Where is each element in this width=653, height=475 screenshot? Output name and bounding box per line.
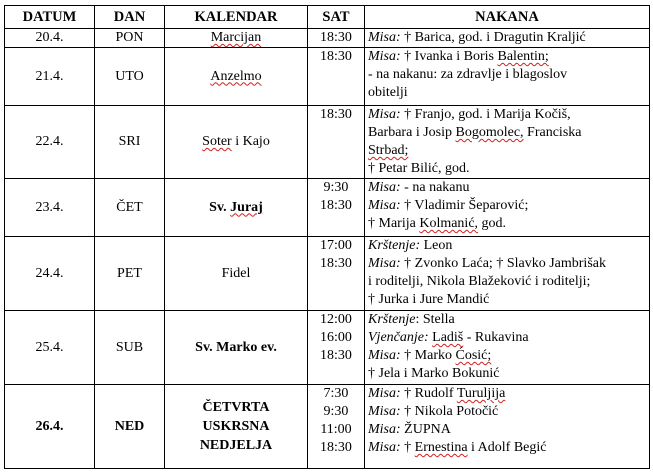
cell-dan: PET <box>95 237 165 311</box>
cell-datum: 24.4. <box>5 237 95 311</box>
intention-line: Misa: † Rudolf Turuljija <box>368 386 506 401</box>
intention-line: Misa: † Franjo, god. i Marija Kočiš, <box>368 107 571 122</box>
intention-line: Barbara i Josip Bogomolec, Franciska <box>368 125 582 140</box>
intention-line: Misa: † Ernestina i Adolf Begić <box>368 440 547 455</box>
time-entry: 9:30 <box>323 404 349 419</box>
table-row <box>5 106 650 179</box>
cell-kalendar <box>165 179 308 237</box>
cell-datum: 23.4. <box>5 179 95 237</box>
cell-sat <box>308 237 365 311</box>
intention-line: Misa: † Barica, god. i Dragutin Kraljić <box>368 30 586 45</box>
kalendar-line: Soter i Kajo <box>202 134 270 149</box>
header-row <box>5 6 650 29</box>
cell-datum: 25.4. <box>5 311 95 385</box>
cell-dan: UTO <box>95 48 165 106</box>
intention-label: Misa: <box>368 440 401 455</box>
kalendar-line: ČETVRTA <box>202 400 270 415</box>
kalendar-line: Anzelmo <box>210 68 262 84</box>
intention-label: Misa: <box>368 30 401 45</box>
kalendar-line: Sv. Juraj <box>209 199 263 215</box>
intention-line: † Jela i Marko Bokunić <box>368 366 500 381</box>
intention-label: Vjenčanje: <box>368 330 429 345</box>
cell-datum: 26.4. <box>5 385 95 469</box>
time-entry: 17:00 <box>320 238 352 253</box>
header-sat: SAT <box>308 6 365 29</box>
intention-label: Misa: <box>368 386 401 401</box>
intention-line: Misa: † Ivanka i Boris Balentin; <box>368 49 549 64</box>
header-datum: DATUM <box>5 6 95 29</box>
cell-dan: SUB <box>95 311 165 385</box>
intention-line: i roditelji, Nikola Blažeković i roditelji; <box>368 274 591 289</box>
intention-line: Krštenje: Stella <box>368 312 455 327</box>
intention-line: Misa: ŽUPNA <box>368 422 451 437</box>
intention-label: Misa: <box>368 348 401 363</box>
cell-nakana <box>365 237 650 311</box>
cell-datum: 22.4. <box>5 106 95 179</box>
kalendar-line: Sv. Marko ev. <box>195 339 277 355</box>
schedule-body <box>5 29 650 469</box>
cell-sat <box>308 48 365 106</box>
cell-dan: ČET <box>95 179 165 237</box>
kalendar-line: NEDJELJA <box>199 438 273 453</box>
cell-sat <box>308 179 365 237</box>
time-entry: 9:30 <box>323 180 349 195</box>
intention-label: Krštenje: <box>368 238 421 253</box>
cell-kalendar <box>165 106 308 179</box>
intention-line: Misa: † Nikola Potočić <box>368 404 499 419</box>
kalendar-line: USKRSNA <box>202 419 270 434</box>
intention-label: Misa: <box>368 198 401 213</box>
cell-kalendar <box>165 311 308 385</box>
intention-line: Misa: † Marko Ćosić; <box>368 348 492 363</box>
intention-label: Misa: <box>368 256 401 271</box>
time-entry: 18:30 <box>320 198 352 213</box>
intention-line: Strbad; <box>368 143 409 158</box>
time-entry: 18:30 <box>320 107 352 122</box>
table-row <box>5 385 650 469</box>
cell-sat <box>308 29 365 48</box>
cell-nakana <box>365 48 650 106</box>
header-kalendar: KALENDAR <box>165 6 308 29</box>
cell-dan: SRI <box>95 106 165 179</box>
intention-label: Krštenje <box>368 312 416 327</box>
time-entry: 18:30 <box>320 348 352 363</box>
cell-nakana <box>365 311 650 385</box>
intention-line: obitelji <box>368 85 408 100</box>
time-entry: 7:30 <box>323 386 349 401</box>
cell-nakana <box>365 106 650 179</box>
mass-schedule-table <box>4 5 650 469</box>
cell-nakana <box>365 385 650 469</box>
cell-datum: 20.4. <box>5 29 95 48</box>
header-dan: DAN <box>95 6 165 29</box>
table-row <box>5 237 650 311</box>
intention-label: Misa: <box>368 107 401 122</box>
kalendar-line: Fidel <box>221 265 251 281</box>
intention-line: Misa: † Vladimir Šeparović; <box>368 198 529 213</box>
time-entry: 12:00 <box>320 312 352 327</box>
cell-dan: NED <box>95 385 165 469</box>
time-entry: 16:00 <box>320 330 352 345</box>
intention-label: Misa: <box>368 422 401 437</box>
cell-datum: 21.4. <box>5 48 95 106</box>
time-entry: 18:30 <box>320 256 352 271</box>
cell-kalendar <box>165 29 308 48</box>
cell-kalendar <box>165 237 308 311</box>
intention-line: Krštenje: Leon <box>368 238 453 253</box>
header-nakana: NAKANA <box>365 6 650 29</box>
time-entry: 18:30 <box>320 49 352 64</box>
intention-line: † Jurka i Jure Mandić <box>368 292 490 307</box>
time-entry: 18:30 <box>320 30 352 45</box>
intention-label: Misa: <box>368 180 401 195</box>
cell-dan: PON <box>95 29 165 48</box>
cell-sat <box>308 106 365 179</box>
intention-line: Misa: † Zvonko Laća; † Slavko Jambrišak <box>368 256 606 271</box>
cell-nakana <box>365 29 650 48</box>
table-row <box>5 48 650 106</box>
intention-line: Vjenčanje: Ladiš - Rukavina <box>368 330 529 345</box>
cell-kalendar <box>165 48 308 106</box>
cell-sat <box>308 311 365 385</box>
intention-label: Misa: <box>368 404 401 419</box>
cell-sat <box>308 385 365 469</box>
table-row <box>5 311 650 385</box>
time-entry: 18:30 <box>320 440 352 455</box>
cell-nakana <box>365 179 650 237</box>
intention-line: - na nakanu: za zdravlje i blagoslov <box>368 67 568 82</box>
cell-kalendar <box>165 385 308 469</box>
intention-line: † Petar Bilić, god. <box>368 161 470 176</box>
intention-label: Misa: <box>368 49 401 64</box>
table-row <box>5 29 650 48</box>
kalendar-line: Marcijan <box>210 30 262 45</box>
intention-line: † Marija Kolmanić, god. <box>368 216 507 231</box>
intention-line: Misa: - na nakanu <box>368 180 470 195</box>
table-row <box>5 179 650 237</box>
time-entry: 11:00 <box>320 422 352 437</box>
